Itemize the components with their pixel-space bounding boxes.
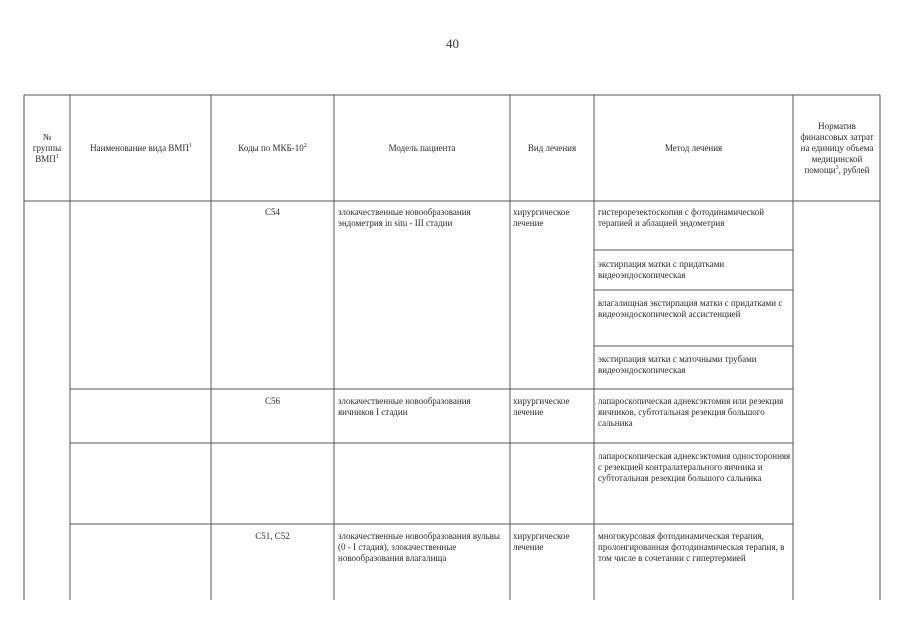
row-treatment-type: хирургическое лечение (513, 396, 570, 417)
header-cost-norm (796, 96, 878, 200)
header-group-number-text: № группы ВМП (32, 131, 62, 164)
footnote-mark: 1 (55, 153, 59, 160)
row-method: экстирпация матки с придатками видеоэндоскопическая (598, 259, 725, 280)
page-number: 40 (446, 36, 459, 51)
row-patient-model: злокачественные новообразования эндометрия in situ - III стадии (338, 207, 471, 228)
row-treatment-type: хирургическое лечение (513, 207, 570, 228)
footnote-mark: 1 (188, 142, 192, 149)
row-method: лапароскопическая аднексэктомия или резекция яичников, субтотальная резекция большого сальника (598, 396, 784, 428)
row-method: лапароскопическая аднексэктомия односторонняя с резекцией контралатерального яичника и субтотальная резекция большого сальника (598, 451, 791, 483)
row-treatment-type: хирургическое лечение (513, 531, 570, 552)
row-method: экстирпация матки с маточными трубами видеоэндоскопическая (598, 354, 757, 375)
row-method: многокурсовая фотодинамическая терапия, пролонгированная фотодинамическая терапия, в том числе в сочетании с гипертермией (598, 531, 785, 563)
header-vmp-name-text: Наименование вида ВМП (90, 142, 189, 153)
header-treatment-type: Вид лечения (527, 142, 577, 153)
row-method: влагалищная экстирпация матки с придатками с видеоэндоскопической ассистенцией (598, 298, 783, 319)
row-code: С54 (264, 207, 280, 217)
header-treatment-method: Метод лечения (664, 142, 723, 153)
row-code: С56 (264, 396, 280, 406)
footnote-mark: 2 (303, 142, 307, 149)
row-patient-model: злокачественные новообразования яичников I стадии (338, 396, 471, 417)
row-patient-model: злокачественные новообразования вульвы (0 - I стадия), злокачественные новообразования влагалища (338, 531, 500, 563)
row-code: С51, С52 (255, 531, 290, 541)
header-cost-norm-tail: , рублей (838, 164, 870, 175)
header-icd-codes-text: Коды по МКБ-10 (238, 142, 304, 153)
header-group-number (25, 96, 69, 200)
header-cost-norm-text: Норматив финансовых затрат на единицу объема медицинской помощи (800, 120, 874, 175)
footnote-mark: 3 (835, 164, 839, 171)
row-method: гистерорезектоскопия с фотодинамической терапией и аблацией эндометрия (598, 207, 765, 228)
header-vmp-name (72, 96, 210, 200)
header-icd-codes (212, 96, 333, 200)
header-patient-model: Модель пациента (388, 142, 456, 153)
